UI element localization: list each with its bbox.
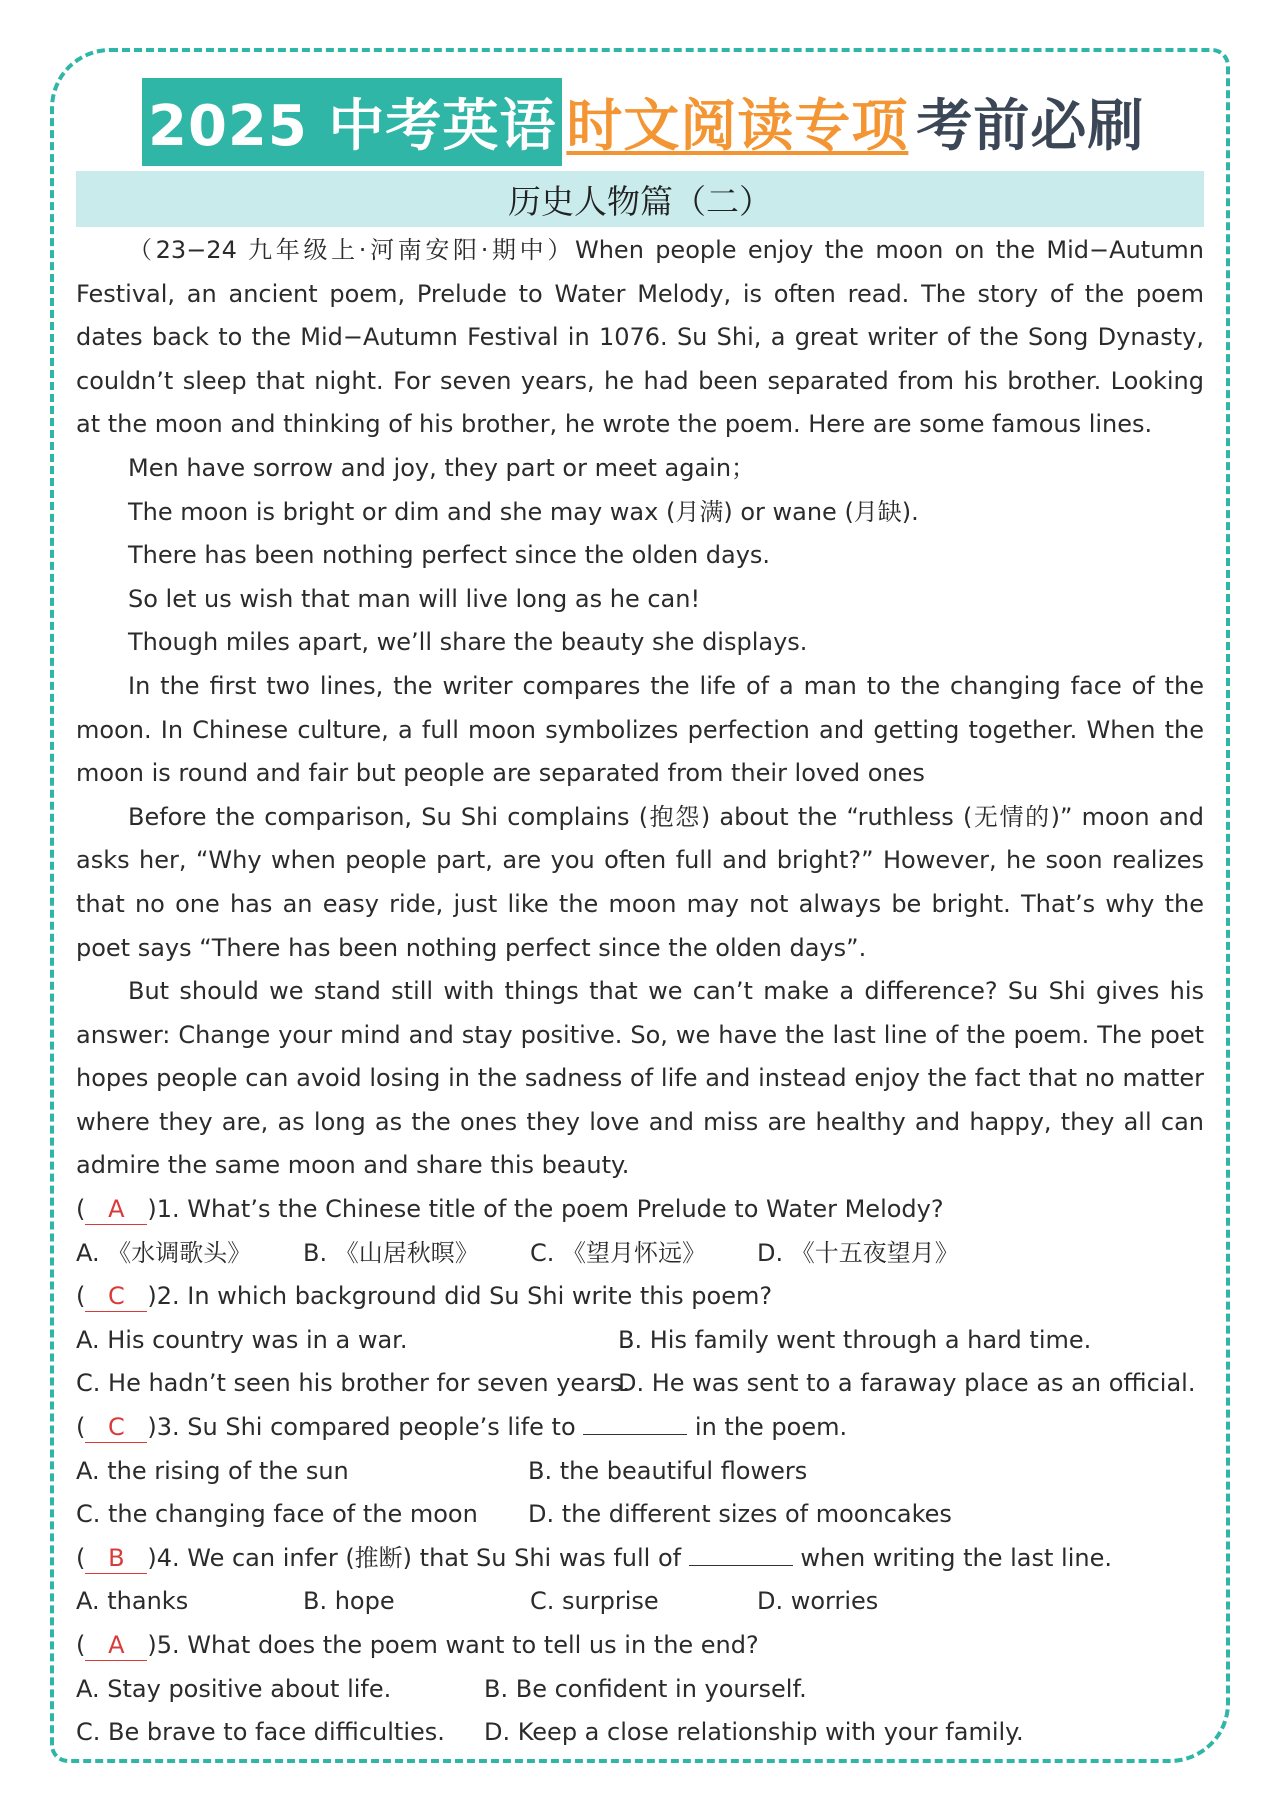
reading-content	[76, 229, 1204, 1755]
option-b: B. hope	[303, 1587, 395, 1616]
option-d: D. worries	[757, 1587, 879, 1616]
title-part-1: 2025 中考英语	[142, 78, 562, 166]
page-title	[142, 80, 1148, 164]
question-4-options	[76, 1580, 1204, 1624]
answer-1: A	[85, 1194, 147, 1225]
title-part-2: 时文阅读专项	[566, 94, 909, 159]
option-a: A. 《水调歌头》	[76, 1238, 252, 1267]
question-4-stem-start: )4. We can infer (推断) that Su Shi was full of	[147, 1543, 689, 1572]
answer-5: A	[85, 1630, 147, 1661]
option-a: A. His country was in a war.	[76, 1325, 408, 1354]
fill-blank	[689, 1565, 793, 1566]
section-subtitle: 历史人物篇（二）	[76, 171, 1204, 227]
option-b: B. 《山居秋暝》	[303, 1238, 479, 1267]
question-1-options	[76, 1232, 1204, 1276]
question-4-stem-end: when writing the last line.	[792, 1543, 1112, 1572]
option-a: A. thanks	[76, 1587, 189, 1616]
passage-paragraph-3: Before the comparison, Su Shi complains (抱怨) about the “ruthless (无情的)” moon and asks her, “Why when people part, are you often full and bright?” However, he soon realizes that no one has an easy ride, just like the moon may not always be bright. That’s why the poet says “There has been nothing perfect since the olden days”.	[76, 802, 1204, 962]
answer-4: B	[85, 1543, 147, 1574]
question-2: ( C )2. In which background did Su Shi write this poem?	[76, 1282, 773, 1311]
poem-line-2: The moon is bright or dim and she may wax (月满) or wane (月缺).	[128, 497, 919, 526]
poem-line-3: There has been nothing perfect since the olden days.	[128, 541, 771, 570]
option-c: C. the changing face of the moon	[76, 1500, 478, 1529]
option-d: D. He was sent to a faraway place as an official.	[618, 1369, 1196, 1398]
option-b: B. His family went through a hard time.	[618, 1325, 1092, 1354]
question-2-options-row-1	[76, 1319, 1204, 1363]
option-d: D. the different sizes of mooncakes	[528, 1500, 952, 1529]
question-2-stem: )2. In which background did Su Shi write this poem?	[147, 1282, 773, 1311]
poem-line-5: Though miles apart, we’ll share the beauty she displays.	[128, 628, 808, 657]
title-part-3: 考前必刷	[916, 94, 1145, 159]
question-2-options-row-2	[76, 1362, 1204, 1406]
poem-line-1: Men have sorrow and joy, they part or meet again；	[128, 453, 756, 482]
question-1-stem: )1. What’s the Chinese title of the poem Prelude to Water Melody?	[147, 1195, 944, 1224]
option-d: D. 《十五夜望月》	[757, 1238, 959, 1267]
option-a: A. Stay positive about life.	[76, 1674, 392, 1703]
answer-2: C	[85, 1281, 147, 1312]
question-5-stem: )5. What does the poem want to tell us in the end?	[147, 1631, 759, 1659]
question-1: ( A )1. What’s the Chinese title of the poem Prelude to Water Melody?	[76, 1195, 944, 1224]
question-5-options-row-1	[76, 1668, 1204, 1712]
option-c: C. He hadn’t seen his brother for seven years.	[76, 1369, 630, 1398]
fill-blank	[583, 1434, 687, 1435]
option-c: C. surprise	[530, 1587, 659, 1616]
question-3-stem-end: in the poem.	[687, 1413, 848, 1442]
passage-paragraph-2: In the first two lines, the writer compares the life of a man to the changing face of the moon. In Chinese culture, a full moon symbolizes perfection and getting together. When the moon is round and fair but people are separated from their loved ones	[76, 671, 1204, 788]
question-3-stem-start: )3. Su Shi compared people’s life to	[147, 1413, 584, 1442]
question-3: ( C )3. Su Shi compared people’s life to in the poem.	[76, 1413, 848, 1442]
option-a: A. the rising of the sun	[76, 1456, 349, 1485]
question-5-options-row-2	[76, 1711, 1204, 1755]
answer-3: C	[85, 1412, 147, 1443]
passage-paragraph-4: But should we stand still with things that we can’t make a difference? Su Shi gives his answer: Change your mind and stay positive. So, we have the last line of the poem. The poet hopes people can avoid losing in the sadness of life and instead enjoy the fact that no matter where they are, as long as the ones they love and miss are healthy and happy, they all can admire the same moon and share this beauty.	[76, 977, 1204, 1180]
passage-paragraph-1: （23−24 九年级上·河南安阳·期中）When people enjoy the moon on the Mid−Autumn Festival, an ancient poem, Prelude to Water Melody, is often read. The story of the poem dates back to the Mid−Autumn Festival in 1076. Su Shi, a great writer of the Song Dynasty, couldn’t sleep that night. For seven years, he had been separated from his brother. Looking at the moon and thinking of his brother, he wrote the poem. Here are some famous lines.	[76, 236, 1204, 439]
option-c: C. 《望月怀远》	[530, 1238, 707, 1267]
question-5: ( A )5. What does the poem want to tell us in the end?	[76, 1631, 759, 1659]
question-3-options-row-1	[76, 1450, 1204, 1494]
question-3-options-row-2	[76, 1493, 1204, 1537]
option-c: C. Be brave to face difficulties.	[76, 1718, 445, 1747]
option-d: D. Keep a close relationship with your family.	[484, 1718, 1024, 1747]
question-4: ( B )4. We can infer (推断) that Su Shi was full of when writing the last line.	[76, 1543, 1112, 1572]
option-b: B. the beautiful flowers	[528, 1456, 808, 1485]
poem-line-4: So let us wish that man will live long as he can!	[128, 584, 701, 613]
option-b: B. Be confident in yourself.	[484, 1674, 807, 1703]
